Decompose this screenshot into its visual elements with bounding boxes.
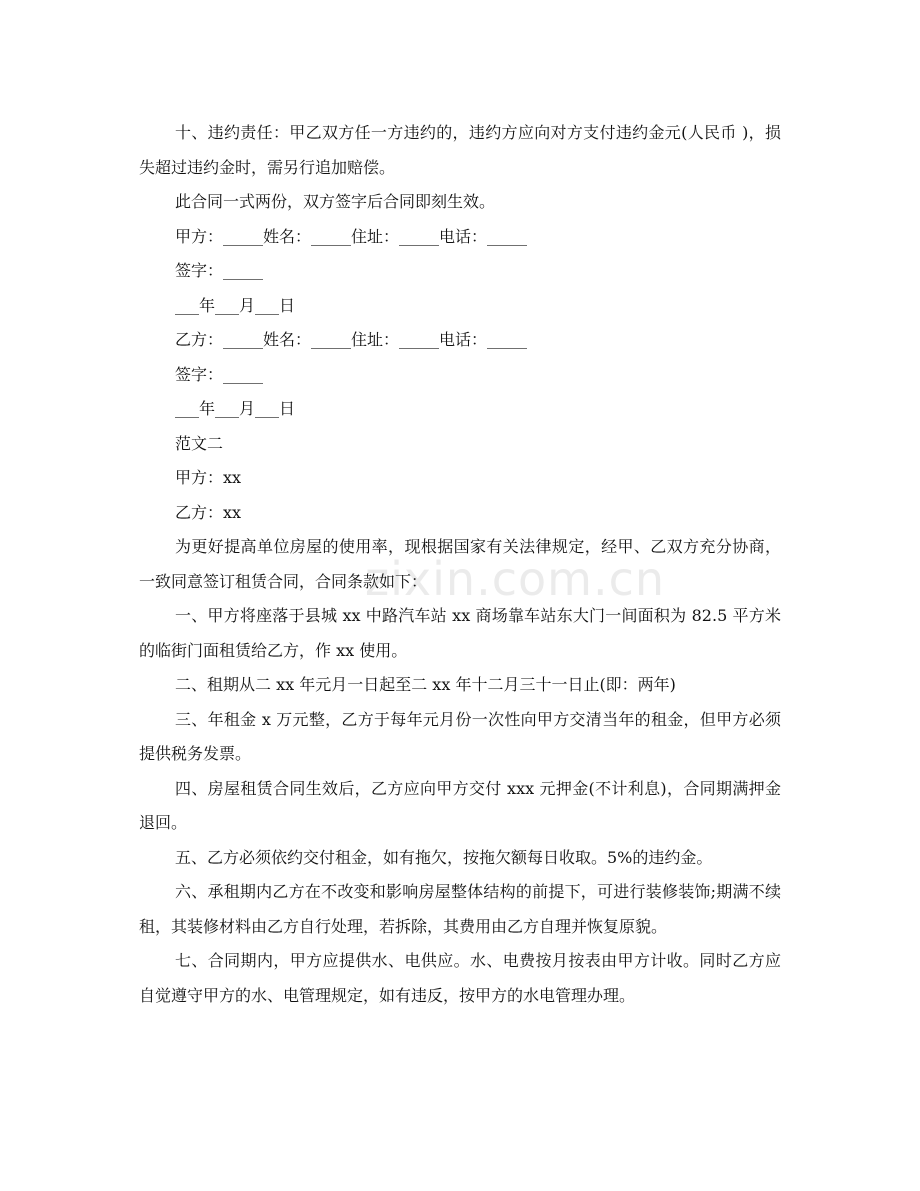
sample-two-party-a: 甲方：xx xyxy=(175,468,242,487)
sample-two-clause-7: 七、合同期内，甲方应提供水、电供应。水、电费按月按表由甲方计收。同时乙方应自觉遵守甲方的水、电管理规定，如有违反，按甲方的水电管理办理。 xyxy=(139,951,781,1005)
watermark-text: zixin.com.cn xyxy=(365,552,666,606)
sample-two-clause-3: 三、年租金 x 万元整，乙方于每年元月份一次性向甲方交清当年的租金，但甲方必须提供税务发票。 xyxy=(139,709,781,763)
party-a-date: ___年___月___日 xyxy=(175,295,296,315)
contract-effect-note: 此合同一式两份，双方签字后合同即刻生效。 xyxy=(175,192,496,211)
section-heading-sample-two: 范文二 xyxy=(175,433,224,453)
sample-two-party-b: 乙方：xx xyxy=(175,502,242,522)
party-b-info-line: 乙方：_____姓名：_____住址：_____电话：_____ xyxy=(175,330,528,349)
sample-two-clause-4: 四、房屋租赁合同生效后，乙方应向甲方交付 xxx 元押金(不计利息)，合同期满押金退回。 xyxy=(139,778,781,832)
clause-10-liability: 十、违约责任：甲乙双方任一方违约的，违约方应向对方支付违约金元(人民币 )，损失超过违约金时，需另行追加赔偿。 xyxy=(139,123,781,177)
party-a-info-line: 甲方：_____姓名：_____住址：_____电话：_____ xyxy=(175,226,528,246)
party-a-signature: 签字：_____ xyxy=(175,261,264,280)
sample-two-clause-5: 五、乙方必须依约交付租金，如有拖欠，按拖欠额每日收取。5%的违约金。 xyxy=(175,847,713,867)
sample-two-clause-6: 六、承租期内乙方在不改变和影响房屋整体结构的前提下，可进行装修装饰;期满不续租，其装修材料由乙方自行处理，若拆除，其费用由乙方自理并恢复原貌。 xyxy=(139,882,781,936)
sample-two-clause-1: 一、甲方将座落于县城 xx 中路汽车站 xx 商场靠车站东大门一间面积为 82.5 平方米的临街门面租赁给乙方，作 xx 使用。 xyxy=(139,606,781,660)
document-body xyxy=(139,116,781,1013)
sample-two-preamble: 为更好提高单位房屋的使用率，现根据国家有关法律规定，经甲、乙双方充分协商，一致同意签订租赁合同，合同条款如下： xyxy=(139,537,781,591)
party-b-date: ___年___月___日 xyxy=(175,399,296,418)
sample-two-clause-2: 二、租期从二 xx 年元月一日起至二 xx 年十二月三十一日止(即：两年) xyxy=(175,675,676,694)
document-page xyxy=(139,116,781,1013)
party-b-signature: 签字：_____ xyxy=(175,364,264,384)
